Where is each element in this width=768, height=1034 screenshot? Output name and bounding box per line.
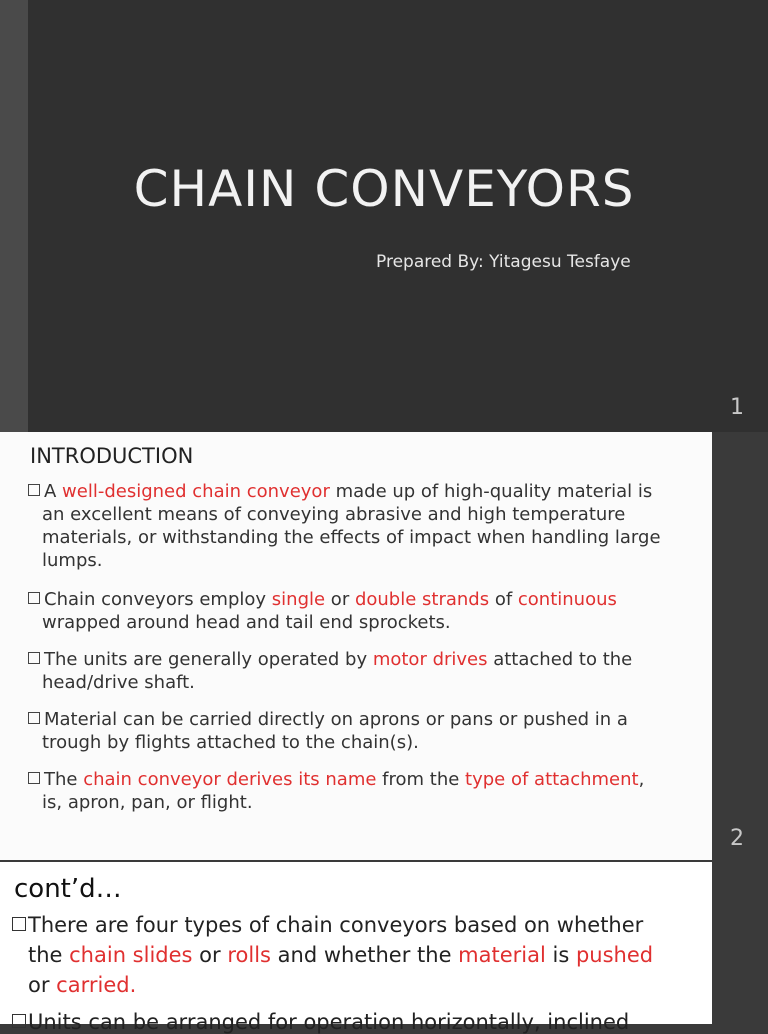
text: trough by flights attached to the chain(s). [42,732,419,753]
text: or [28,973,57,997]
bullet-paragraph [28,480,698,572]
introduction-slide [0,432,712,860]
text: and whether the [270,943,459,967]
text: an excellent means of conveying abrasive and high temperature [42,504,626,525]
text: The [44,769,84,790]
highlight-text: pushed [575,943,654,967]
text: Units can be arranged for operation horizontally, inclined [28,1010,630,1034]
slide-subtitle: Prepared By: Yitagesu Tesfaye [376,252,631,272]
text: wrapped around head and tail end sprockets. [42,612,451,633]
highlight-text: chain slides [69,943,193,967]
text: of [489,589,518,610]
highlight-text: chain conveyor derives its name [83,769,377,790]
slide-heading: INTRODUCTION [30,444,194,468]
highlight-text: motor drives [372,649,488,670]
highlight-text: type of attachment [465,769,639,790]
checkbox-bullet-icon [12,917,26,931]
text: The units are generally operated by [44,649,373,670]
page-number-1: 1 [730,395,744,420]
text: or [325,589,355,610]
text: lumps. [42,550,103,571]
checkbox-bullet-icon [28,484,40,496]
bullet-paragraph [28,768,698,814]
bullet-paragraph [28,588,698,634]
text: materials, or withstanding the effects of impact when handling large [42,527,661,548]
text: A [44,481,63,502]
checkbox-bullet-icon [12,1014,26,1028]
checkbox-bullet-icon [28,652,40,664]
checkbox-bullet-icon [28,592,40,604]
checkbox-bullet-icon [28,772,40,784]
highlight-text: material [458,943,546,967]
slide-title: CHAIN CONVEYORS [133,160,635,218]
page-number-2: 2 [730,826,744,851]
bullet-paragraph [28,648,698,694]
highlight-text: well-designed chain conveyor [62,481,330,502]
text: , [638,769,645,790]
checkbox-bullet-icon [28,712,40,724]
text: head/drive shaft. [42,672,195,693]
text: is [545,943,576,967]
text: the [28,943,70,967]
text: attached to the [487,649,633,670]
highlight-text: rolls [227,943,271,967]
highlight-text: carried. [56,973,137,997]
bullet-paragraph-partial [12,1010,702,1034]
text: Chain conveyors employ [44,589,272,610]
text: from the [376,769,466,790]
highlight-text: continuous [517,589,617,610]
text: made up of high-quality material is [329,481,653,502]
bullet-paragraph [28,708,698,754]
bullet-paragraph [12,910,702,1000]
text: Material can be carried directly on aprons or pans or pushed in a [44,709,628,730]
slide-heading: cont’d… [14,874,122,904]
text: is, apron, pan, or flight. [42,792,253,813]
contd-slide [0,862,712,1034]
highlight-text: double strands [354,589,490,610]
title-slide [0,0,768,432]
text: or [192,943,228,967]
highlight-text: single [271,589,326,610]
text: There are four types of chain conveyors based on whether [28,913,644,937]
